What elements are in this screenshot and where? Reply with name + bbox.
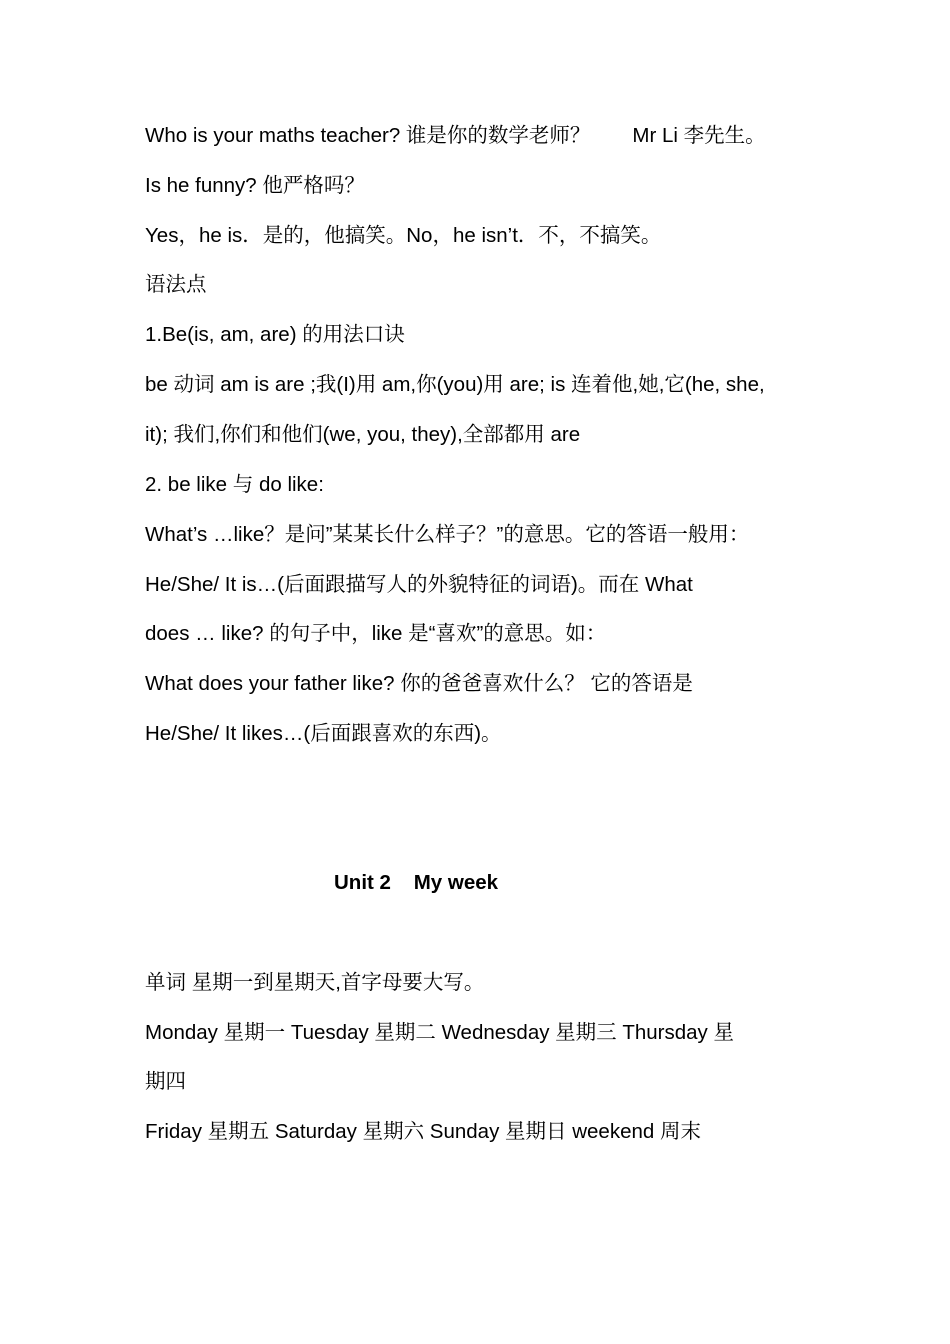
text-line-2: Is he funny? 他严格吗？: [145, 174, 365, 197]
text-line-7: it); 我们,你们和他们(we, you, they),全部都用 are: [145, 423, 581, 446]
vocab-intro: 单词 星期一到星期天,首字母要大写。: [145, 971, 485, 994]
text-line-8: 2. be like 与 do like:: [145, 473, 324, 496]
text-line-12: What does your father like? 你的爸爸喜欢什么？ 它的答语是: [145, 672, 693, 695]
text-line-6: be 动词 am is are ;我(I)用 am,你(you)用 are; is 连着他,她,它(he, she,: [145, 373, 765, 396]
vocab-line-2: 期四: [145, 1070, 186, 1093]
grammar-points-label: 语法点: [145, 273, 207, 296]
vocab-line-1: Monday 星期一 Tuesday 星期二 Wednesday 星期三 Thursday 星: [145, 1021, 735, 1044]
text-line-9: What’s …like？是问”某某长什么样子？”的意思。它的答语一般用：: [145, 523, 750, 546]
text-line-5: 1.Be(is, am, are) 的用法口诀: [145, 323, 405, 346]
answer-mr-li: Mr Li 李先生。: [632, 124, 766, 147]
vocab-line-3: Friday 星期五 Saturday 星期六 Sunday 星期日 weekend 周末: [145, 1120, 701, 1143]
text-line-11: does … like? 的句子中，like 是“喜欢”的意思。如：: [145, 622, 607, 645]
text-line-10: He/She/ It is…(后面跟描写人的外貌特征的词语)。而在 What: [145, 573, 693, 596]
text-line-13: He/She/ It likes…(后面跟喜欢的东西)。: [145, 722, 502, 745]
text-line-3: Yes，he is．是的，他搞笑。No，he isn’t．不，不搞笑。: [145, 224, 662, 247]
question-maths-teacher: Who is your maths teacher? 谁是你的数学老师？: [145, 124, 591, 147]
unit-heading: Unit 2 My week: [334, 871, 499, 894]
text-line-1: [145, 121, 825, 151]
